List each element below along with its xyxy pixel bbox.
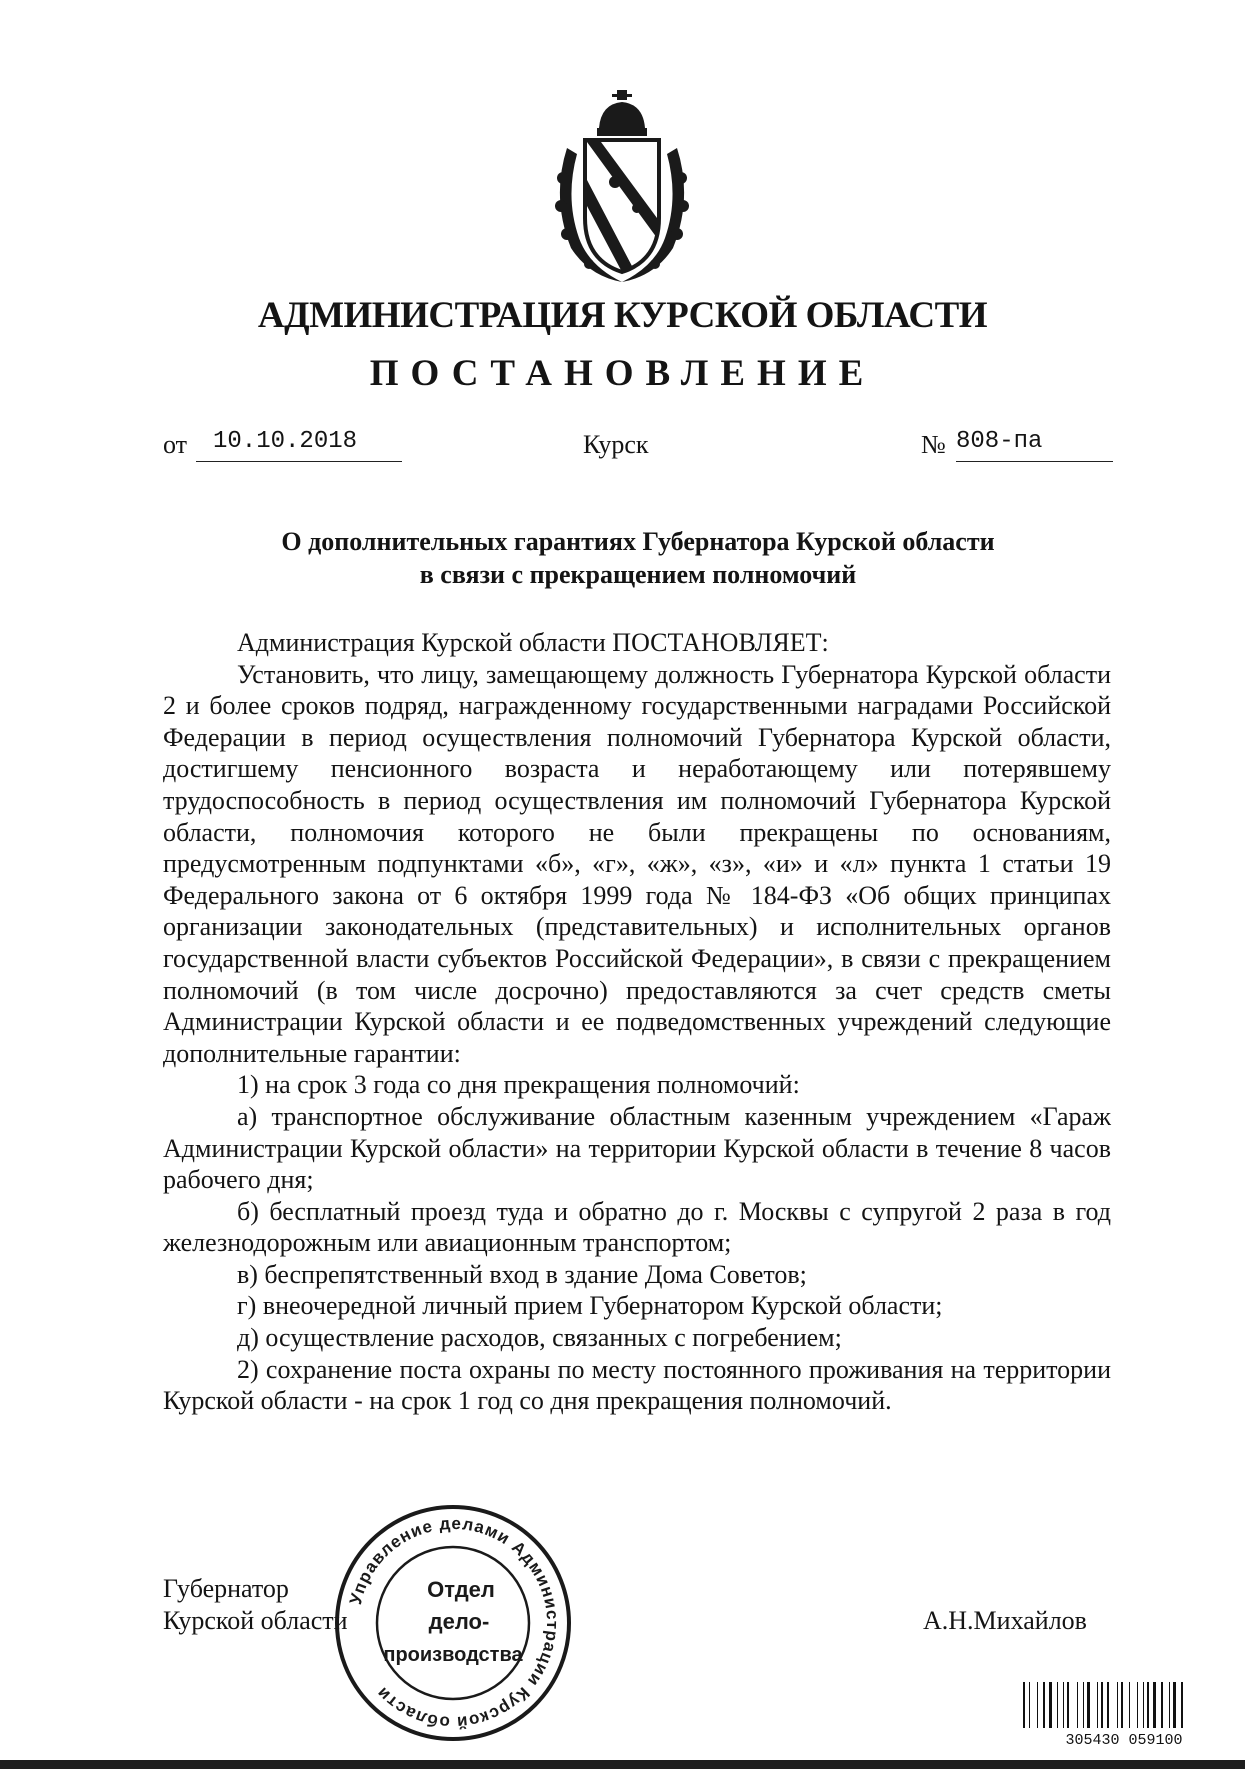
body-paragraph: Установить, что лицу, замещающему должность Губернатора Курской области 2 и более сроков подряд, награжденному государственными наградами Российской Федерации в период осуществления полномочий Губернатора Курской области, достигшему пенсионного возраста и неработающему или потерявшему трудоспособность в период осуществления им полномочий Губернатора Курской области, полномочия которого не были прекращены по основаниям, предусмотренным подпунктами «б», «г», «ж», «з», «и» и «л» пункта 1 статьи 19 Федерального закона от 6 октября 1999 года № 184-ФЗ «Об общих принципах организации законодательных (представительных) и исполнительных органов государственной власти субъектов Российской Федерации», в связи с прекращением полномочий (в том числе досрочно) предоставляются за счет средств сметы Администрации Курской области и ее подведомственных учреждений следующие дополнительные гарантии: <box>163 659 1111 1068</box>
barcode-bar <box>1107 1682 1109 1728</box>
document-subject <box>163 525 1113 591</box>
organization-title: АДМИНИСТРАЦИЯ КУРСКОЙ ОБЛАСТИ <box>257 295 988 336</box>
barcode-bar <box>1049 1682 1052 1728</box>
stamp-center-text: производства <box>383 1644 523 1666</box>
body-paragraph: г) внеочередной личный прием Губернатором Курской области; <box>237 1291 943 1321</box>
barcode-bar <box>1153 1682 1156 1728</box>
barcode-bar <box>1147 1682 1149 1728</box>
barcode <box>1021 1680 1227 1747</box>
barcode-bar <box>1023 1682 1025 1728</box>
barcode-bar <box>1077 1682 1078 1728</box>
barcode-bar <box>1037 1682 1038 1728</box>
body-paragraph: а) транспортное обслуживание областным казенным учреждением «Гараж Администрации Курской области» на территории Курской области в течение 8 часов рабочего дня; <box>163 1101 1111 1195</box>
signatory-title <box>163 1573 348 1636</box>
subject-line: О дополнительных гарантиях Губернатора Курской области <box>281 527 995 556</box>
document-body <box>163 627 1111 1417</box>
document-number: 808-па <box>956 428 1113 462</box>
body-paragraph: б) бесплатный проезд туда и обратно до г. Москвы с супругой 2 раза в год железнодорожным или авиационным транспортом; <box>163 1196 1111 1258</box>
barcode-bar <box>1063 1682 1064 1728</box>
barcode-bar <box>1161 1682 1163 1728</box>
stamp-center-text: дело- <box>428 1609 490 1634</box>
signatory-title-line: Курской области <box>163 1605 348 1635</box>
barcode-number: 305430 059100 <box>1065 1732 1183 1747</box>
barcode-bar <box>1029 1682 1030 1728</box>
barcode-bar <box>1087 1682 1090 1728</box>
document-date: 10.10.2018 <box>196 428 402 462</box>
barcode-bar <box>1043 1682 1045 1728</box>
coat-of-arms-icon <box>549 88 695 288</box>
body-paragraph: в) беспрепятственный вход в здание Дома Советов; <box>237 1259 807 1289</box>
barcode-bar <box>1057 1682 1058 1728</box>
document-city: Курск <box>583 430 649 459</box>
body-paragraph: 1) на срок 3 года со дня прекращения полномочий: <box>237 1070 800 1100</box>
barcode-bar <box>1067 1682 1069 1728</box>
barcode-bar <box>1129 1682 1130 1728</box>
barcode-bar <box>1121 1682 1123 1728</box>
stamp-ring-text: Управление делами Администрации Курской области <box>345 1513 563 1733</box>
date-label: от <box>163 430 188 459</box>
barcode-bar <box>1117 1682 1118 1728</box>
barcode-bar <box>1097 1682 1098 1728</box>
barcode-bar <box>1169 1682 1170 1728</box>
barcode-bar <box>1173 1682 1176 1728</box>
barcode-bar <box>1101 1682 1103 1728</box>
signatory-title-line: Губернатор <box>163 1574 289 1603</box>
scan-edge <box>0 1760 1245 1769</box>
barcode-bar <box>1083 1682 1084 1728</box>
signatory-name: А.Н.Михайлов <box>923 1606 1087 1635</box>
document-details <box>163 428 1113 468</box>
office-stamp <box>333 1503 573 1743</box>
barcode-bar <box>1181 1682 1183 1728</box>
barcode-bar <box>1137 1682 1138 1728</box>
body-paragraph: Администрация Курской области ПОСТАНОВЛЯЕТ: <box>237 628 829 657</box>
number-label: № <box>921 430 946 459</box>
barcode-bar <box>1143 1682 1144 1728</box>
document-type: ПОСТАНОВЛЕНИЕ <box>369 353 876 394</box>
body-paragraph: 2) сохранение поста охраны по месту постоянного проживания на территории Курской области - на срок 1 год со дня прекращения полномочий. <box>163 1354 1111 1416</box>
stamp-center-text: Отдел <box>427 1577 495 1602</box>
subject-line: в связи с прекращением полномочий <box>419 560 857 589</box>
body-paragraph: д) осуществление расходов, связанных с погребением; <box>237 1323 842 1353</box>
